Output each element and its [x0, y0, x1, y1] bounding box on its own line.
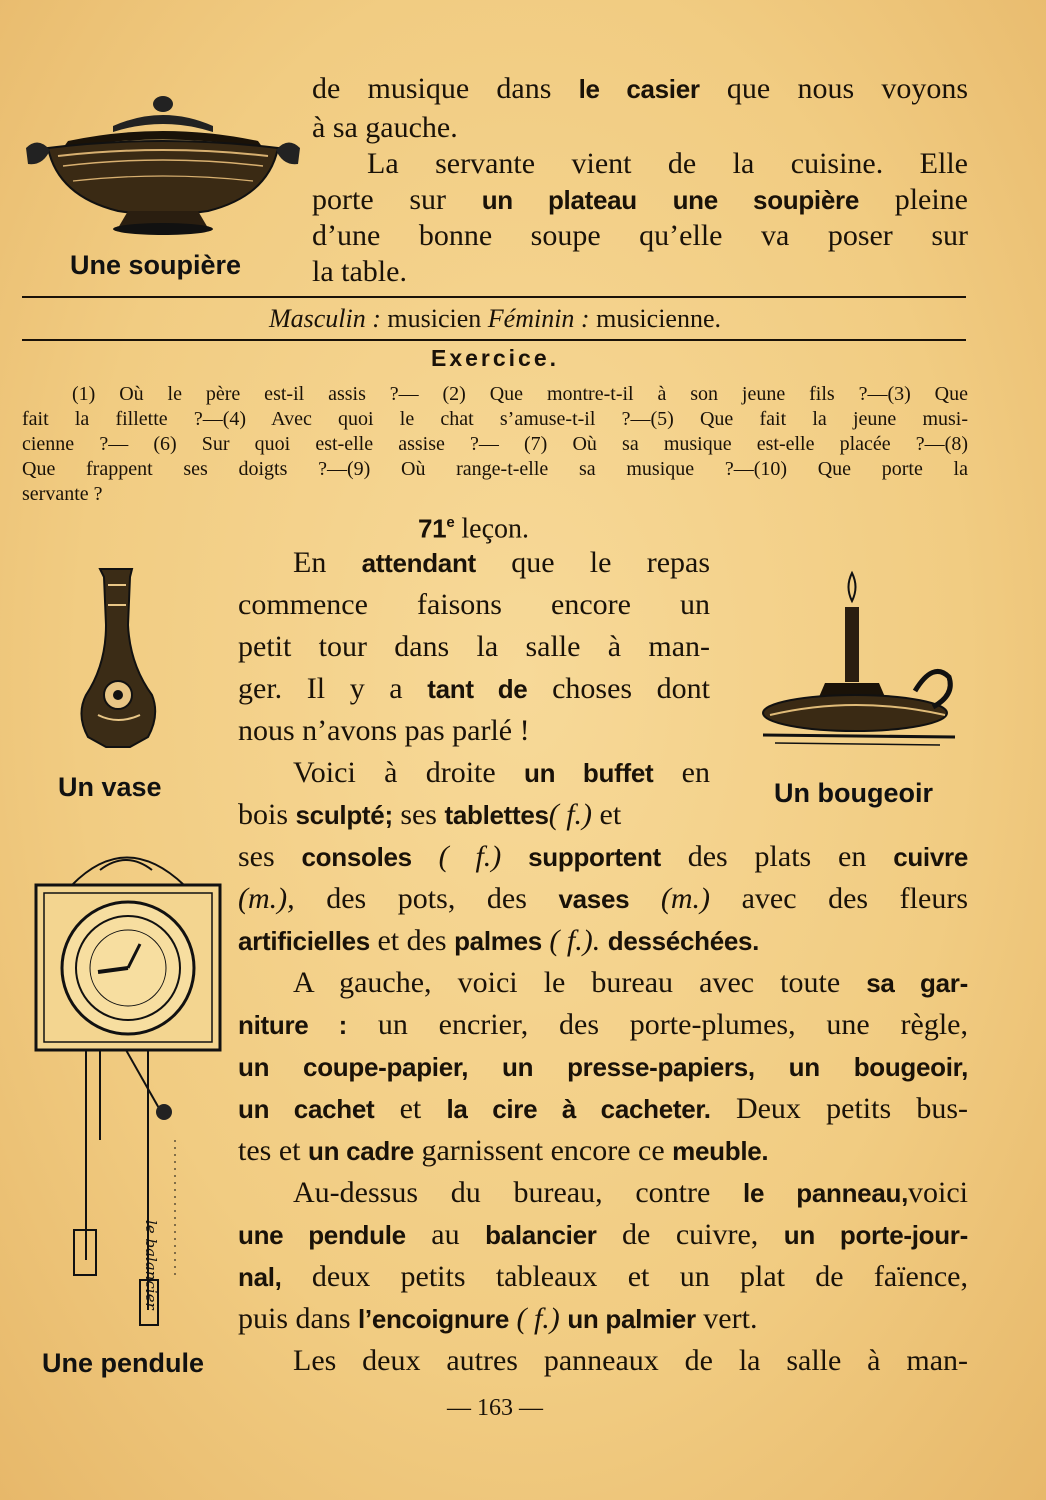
text-line: Les deux autres panneaux de la salle à man- — [293, 1344, 968, 1377]
text-line: niture : un encrier, des porte-plumes, une règle, — [238, 1008, 968, 1041]
soupiere-caption: Une soupière — [70, 250, 242, 280]
text-line: à sa gauche. — [312, 111, 458, 144]
text-line: commence faisons encore un — [238, 588, 710, 621]
vase-illustration — [70, 565, 170, 750]
soupiere-illustration — [18, 86, 308, 246]
text-line: un coupe-papier, un presse-papiers, un bougeoir, — [238, 1052, 968, 1082]
text-line: une pendule au balancier de cuivre, un porte-jour- — [238, 1218, 968, 1251]
text-line: A gauche, voici le bureau avec toute sa gar- — [293, 966, 968, 999]
lesson-paragraph-1 — [238, 542, 710, 836]
exercise-line: (1) Où le père est-il assis ?— (2) Que montre-t-il à son jeune fils ?—(3) Que — [72, 383, 968, 405]
exercise-title: Exercice. — [430, 345, 560, 371]
lesson-paragraph-2 — [238, 836, 968, 1382]
exercise-line: fait la fillette ?—(4) Avec quoi le chat s’amuse-t-il ?—(5) Que fait la jeune musi- — [22, 408, 968, 430]
text-line: artificielles et des palmes ( f.). desséchées. — [238, 924, 760, 957]
exercise-line: cienne ?— (6) Sur quoi est-elle assise ?— (7) Où sa musique est-elle placée ?—(8) — [22, 433, 968, 455]
text-line: La servante vient de la cuisine. Elle — [367, 147, 968, 180]
exercise-line: servante ? — [22, 483, 103, 505]
text-line: de musique dans le casier que nous voyons — [312, 72, 969, 105]
text-line: Voici à droite un buffet en — [293, 756, 710, 789]
top-paragraph — [312, 68, 968, 290]
text-line: En attendant que le repas — [293, 546, 711, 579]
text-line: nal, deux petits tableaux et un plat de faïence, — [238, 1260, 968, 1293]
text-line: Au-dessus du bureau, contre le panneau,voici — [293, 1176, 968, 1209]
text-line: tes et un cadre garnissent encore ce meuble. — [238, 1134, 769, 1167]
bougeoir-caption: Un bougeoir — [774, 778, 933, 808]
text-line: d’une bonne soupe qu’elle va poser sur — [312, 219, 968, 252]
vase-caption: Un vase — [58, 772, 162, 802]
text-line: petit tour dans la salle à man- — [238, 630, 710, 663]
exercise-questions — [22, 382, 968, 507]
text-line: nous n’avons pas parlé ! — [238, 714, 530, 747]
text-line: porte sur un plateau une soupière pleine — [312, 183, 968, 216]
text-line: (m.), des pots, des vases (m.) avec des fleurs — [238, 882, 968, 915]
pendule-illustration — [30, 840, 230, 1340]
divider-rule — [22, 339, 966, 341]
divider-rule — [22, 296, 966, 298]
page-number: — 163 — — [447, 1395, 543, 1421]
exercise-line: Que frappent ses doigts ?—(9) Où range-t-elle sa musique ?—(10) Que porte la — [22, 458, 968, 480]
gender-note: Masculin : musicien Féminin : musicienne. — [268, 304, 722, 333]
balancier-handwritten-label: le balancier — [142, 1220, 160, 1310]
pendule-caption: Une pendule — [42, 1348, 205, 1378]
text-line: ger. Il y a tant de choses dont — [238, 672, 710, 705]
text-line: un cachet et la cire à cacheter. Deux petits bus- — [238, 1092, 969, 1125]
lesson-heading: 71e leçon. — [418, 513, 530, 545]
text-line: la table. — [312, 255, 407, 288]
text-line: ses consoles ( f.) supportent des plats en cuivre — [238, 840, 968, 873]
text-line: puis dans l’encoignure ( f.) un palmier vert. — [238, 1302, 758, 1335]
text-line: bois sculpté; ses tablettes( f.) et — [238, 798, 622, 831]
bougeoir-illustration — [755, 565, 960, 760]
